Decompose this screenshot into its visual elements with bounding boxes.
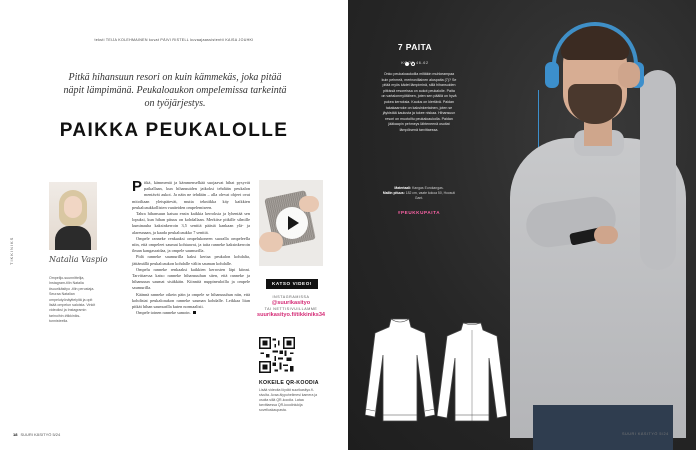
author-top (55, 226, 91, 250)
article-paragraph: Ompelu ranneke renkaaksi kaikkien kerrosten läpi kiinni. Tarvittaessa katso ranneke hihansuuhun siten, että ranneke ja hihansuun saumat sisäkkäin. Kiinnitä nuppineuloilla ja ompele saumurilla. (132, 266, 250, 291)
author-signature: Natalia Vaspio (49, 255, 108, 264)
garment-title: 7 PAITA (397, 42, 433, 52)
garment-sizes: KOOT 46-62 (401, 61, 429, 65)
lead-paragraph: Pitkä hihansuun resori on kuin kämmekäs, joka pitää näpit lämpimänä. Peukaloaukon ompelemissa tarkeintä on työjärjestys. (63, 72, 287, 109)
article-paragraph (132, 180, 250, 211)
material-label: Materiaali: (394, 186, 412, 190)
article-paragraph: Pidä ranneke saumurilla kaksi kertaa peukalon kohdalta, jättämällä peukaloaukon kohdalle väliin sauman kohdalle. (132, 254, 250, 266)
play-icon[interactable] (276, 207, 308, 239)
qr-code-graphic (259, 337, 295, 373)
garment-description: Onko peukaloaukoilla miltäkin muhkeampaa kuin pehmeä, merinovillainen aluspaita (7)? Se pitää myös kädet lämpiminä, sillä hihansuiden pitkissä resoreissa on aukot peukalolle. Paita on vartalonmyötäinen, joten sen päällä on hyvä pukea kerroksia. Kaulus on kiertävä. Paidan takakaarroke on kaksinkertainen, joten se jäykistää kaulusta ja tukee niskaa. Hihansuun resori on muotoiltu peukaloaukolla. Paidan jääkaapin pehmeys lähteneenä osoitat lämpöisenä tarvittaessa. (381, 72, 457, 132)
magazine-issue: SUURI KÄSITYÖ 5/24 (20, 432, 61, 437)
video-thumbnail[interactable] (259, 180, 323, 266)
model-hand (618, 62, 640, 88)
section-tab: TIKKINIKS (9, 236, 14, 265)
article-body (132, 180, 250, 316)
drop-cap: P (132, 178, 143, 195)
instagram-handle[interactable]: @suurikasityo (271, 300, 311, 306)
qr-title: KOKEILE QR-KOODIA (259, 380, 319, 386)
author-photo (49, 182, 97, 250)
article-text: Ompele toinen ranneke samoin. (136, 310, 191, 316)
left-folio (13, 432, 60, 437)
promo-web-label: TAI NETTISIVUILLAMME (264, 307, 318, 311)
model-hand (594, 226, 618, 244)
end-mark-icon (193, 311, 196, 314)
article-text: itkä, kämmentä ja kämmenselkää suojaavat hihat pysyvät paikallaan, kun hihansuiden jatkoksi tehdään peukalon mentävät aukot. Ja näin ne tehdään – alla olevat ohjeet ovat mitoiltaan yleispätevät, mutta tekniikka käy kaikkien peukaloaukkollisten vaatteiden ompelemiseen. (132, 180, 250, 210)
watch-video-button[interactable]: KATSO VIDEO! (266, 279, 318, 289)
material-value: Kangas Eurokangas. (412, 186, 444, 190)
article-headline: PAIKKA PEUKALOLLE (59, 120, 289, 141)
headphone-earcup (545, 62, 559, 88)
video-promo (250, 295, 332, 319)
raised-arm (640, 70, 676, 270)
right-folio: SUURI KÄSITYÖ 5/24 (622, 432, 669, 436)
page-number: 18 (13, 432, 18, 437)
sweater-sketch-icon (365, 315, 435, 425)
hashtag[interactable]: #PEUKKUPAITA (397, 210, 441, 215)
credits-line: teksti TEIJA KOLEHMAINEN kuvat PÄIVI RISTELL kuvaajaassistentti KAISA JOUHKI (94, 38, 254, 42)
article-paragraph: Tahra hihansuun katsaa ensin kaikkia kerroksia ja lyhentää sen lopuksi, kun hihan pituus on kohdallaan. Merkitse pitkille silmille kuminauha kaksinkerroin 3,5 senttiä päästä kankaan ylä- ja alareunaan, ja kaada peukaloaukko 7 senttiä. (132, 211, 250, 235)
article-paragraph (132, 310, 250, 316)
model-jeans (533, 405, 673, 450)
flat-sketch-front (365, 315, 435, 425)
carousel-dots (405, 53, 425, 58)
article-paragraph: Ompele ranneke renkaaksi ompelukoneen suoralla ompeleella niin, että ompeleet saumat kohtaavat, ja taita ranneke kaksinkerroin ilman kangasraidaa, ja ompele saumurilla. (132, 235, 250, 254)
sweater-sketch-icon (437, 320, 507, 425)
model-height-label: Mallin pituus: (382, 191, 405, 195)
hand-image (259, 232, 283, 252)
author-face (64, 196, 82, 218)
author-bio: Ompelijo-suunnittelija, Instagram-tilin Natalia #suurikäsityo -tilin perustaja. Seuraa Natalian ompelutyönäyttelyitä ja opit lisää ompelun saloista. Vinkit videoiksi ja Instagramin tarinoihin #tikkiniks-tunnisteella. (49, 276, 96, 324)
garment-details (381, 186, 457, 201)
website-link[interactable]: suurikasityo.fi/tikkiniks34 (256, 312, 326, 318)
qr-instructions: Lisää videoita löydät suurikasityo.fi-sivulta. Avaa älypuhelimesi kamera ja osoita sillä QR-koodia. Lataa tarvittaessa QR-koodinlukija sovelluskaupasta. (259, 388, 318, 412)
model-height-value: 182 cm, vaate kokoa 50, Hoosuti Gant. (405, 191, 456, 200)
article-paragraph: Käännä ranneke oikein päin ja ompele se hihansuuhun niin, että kohdistat peukaloaukon ranneke sauman kohdalle. Leikkaa liian pitkät hihan saumurilla kuten normaalisti. (132, 291, 250, 310)
promo-instagram-label: INSTAGRAMISSA (272, 295, 310, 299)
flat-sketch-back (437, 320, 507, 425)
qr-code[interactable] (259, 337, 295, 373)
